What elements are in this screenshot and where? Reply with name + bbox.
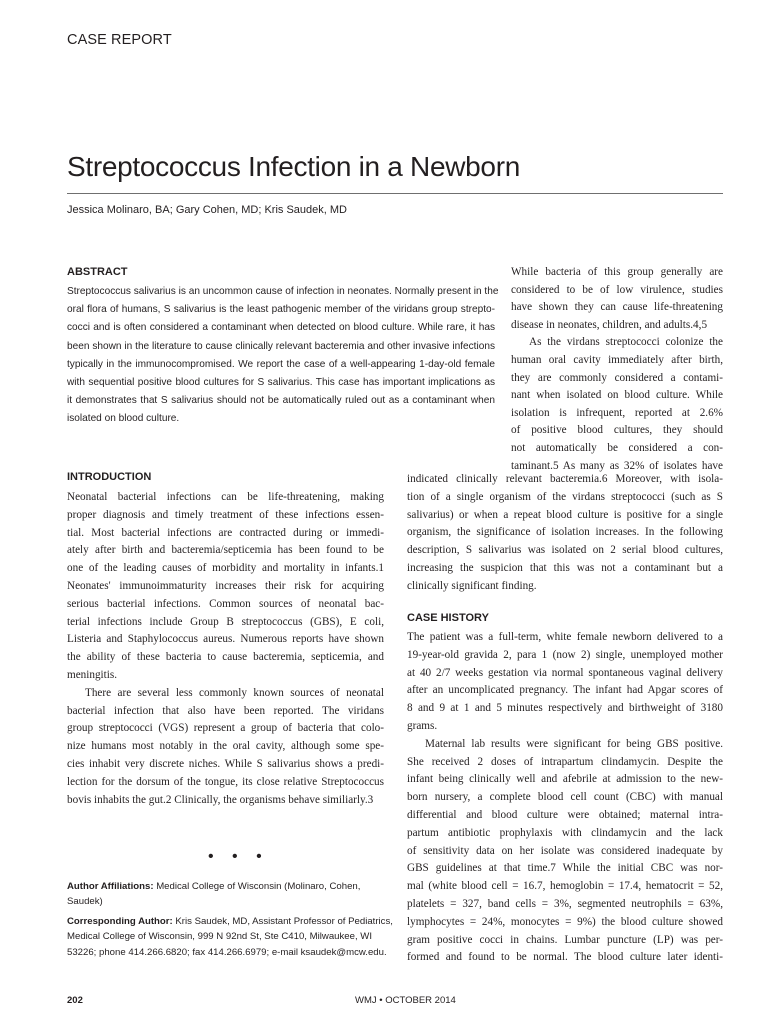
body-line: nant when isolated on blood culture. While <box>511 389 723 402</box>
corresponding-text: 53226; phone 414.266.6820; fax 414.266.6979; e-mail ksaudek@mcw.edu. <box>67 946 387 958</box>
body-line: Neonatal bacterial infections can be life-threatening, making <box>67 491 384 503</box>
body-line: proper diagnosis and timely treatment of these infections essen- <box>67 508 384 521</box>
body-line: There are several less commonly known sources of neonatal <box>85 686 384 699</box>
corresponding-label: Corresponding Author: <box>67 916 173 927</box>
body-line: tial. Most bacterial infections are contracted during or immedi- <box>67 526 384 539</box>
body-line: Maternal lab results were significant for being GBS positive. <box>425 737 723 750</box>
body-line: of sensitivity data on her isolate was considered inadequate by <box>407 844 723 857</box>
body-line: salivarius) or when a repeat blood culture is positive for a single <box>407 508 723 521</box>
affiliations-text: Saudek) <box>67 896 103 908</box>
body-line: taminant.5 As many as 32% of isolates have <box>511 459 723 472</box>
abstract-line: it demonstrates that S salivarius should not be automatically ruled out as a contaminant when <box>67 395 495 407</box>
right-column-narrow <box>511 264 723 475</box>
article-title: Streptococcus Infection in a Newborn <box>67 151 521 182</box>
affiliations-text: Medical College of Wisconsin (Molinaro, Cohen, <box>156 881 361 892</box>
body-line: GBS guidelines at that time.7 While the initial CBC was nor- <box>407 862 723 875</box>
body-line: partum antibiotic prophylaxis with clindamycin and the lack <box>407 826 723 839</box>
body-line: As the virdans streptococci colonize the <box>529 336 723 349</box>
abstract-line: Streptococcus salivarius is an uncommon cause of infection in neonates. Normally present in the <box>67 286 499 297</box>
section-separator: • • • <box>208 848 269 865</box>
body-line: differential and blood culture were obtained; maternal intra- <box>407 808 723 821</box>
abstract-line: typically in the immunocompromised. We report the case of a well-appearing 1-day-old female <box>67 358 495 370</box>
author-list: Jessica Molinaro, BA; Gary Cohen, MD; Kris Saudek, MD <box>67 204 347 216</box>
body-line: ately after birth and bacteremia/septicemia has been found to be <box>67 544 384 557</box>
body-line: increasing the suspicion that this was not a contaminant but a <box>407 561 723 574</box>
body-line: mal (white blood cell = 16.7, hemoglobin = 17.4, hematocrit = 52, <box>407 880 723 893</box>
body-line: after an uncomplicated pregnancy. The infant had Apgar scores of <box>407 684 723 697</box>
body-line: description, S salivarius was isolated on 2 serial blood cultures, <box>407 544 723 557</box>
body-line: terial infections include Group B streptococcus (GBS), E coli, <box>67 615 384 628</box>
body-line: 8 and 9 at 1 and 5 minutes respectively and birthweight of 3180 <box>407 702 723 715</box>
body-line: Listeria and Staphylococcus aureus. Numerous reports have shown <box>67 633 384 646</box>
body-line: tion of a single organism of the virdans streptococci (such as S <box>407 490 723 503</box>
section-label: CASE REPORT <box>67 32 172 48</box>
body-line: cies inhabit very discrete niches. While S salivarius shows a predi- <box>67 757 384 770</box>
body-line: the ability of these bacteria to cause bacteremia, septicemia, and <box>67 651 384 664</box>
body-line: born nursery, a complete blood cell count (CBC) with manual <box>407 791 723 804</box>
body-line: While bacteria of this group generally are <box>511 266 723 278</box>
page-number: 202 <box>67 995 83 1006</box>
body-line: human oral cavity immediately after birth, <box>511 353 723 366</box>
body-line: group streptococci (VGS) represent a group of bacteria that colo- <box>67 722 384 735</box>
body-line: Neonates' immunoimmaturity increases their risk for acquiring <box>67 579 384 592</box>
body-line: one of the leading causes of morbidity and mortality in infants.1 <box>67 562 384 575</box>
body-line: The patient was a full-term, white female newborn delivered to a <box>407 631 723 643</box>
case-history-body <box>407 629 723 967</box>
case-history-heading: CASE HISTORY <box>407 612 489 624</box>
body-line: organism, the significance of isolation increases. In the following <box>407 526 723 539</box>
corresponding-text: Medical College of Wisconsin, 999 N 92nd St, Ste C410, Milwaukee, WI <box>67 931 373 943</box>
body-line: 19-year-old gravida 2, para 1 (now 2) single, unemployed mother <box>407 648 723 661</box>
body-line: gram positive cocci in chains. Lumbar puncture (LP) was per- <box>407 933 723 946</box>
body-line: clinically significant finding. <box>407 579 537 592</box>
body-line: not automatically be considered a con- <box>511 441 723 454</box>
body-line: lymphocytes = 24%, monocytes = 9%) the blood culture showed <box>407 915 723 928</box>
abstract-heading: ABSTRACT <box>67 266 128 278</box>
body-line: serious bacterial infections. Common sources of neonatal bac- <box>67 597 384 610</box>
right-column-wide <box>407 471 723 596</box>
body-line: at 40 2/7 weeks gestation via normal spontaneous vaginal delivery <box>407 666 723 679</box>
body-line: of positive blood cultures, they should <box>511 424 723 437</box>
abstract-line: isolated on blood culture. <box>67 413 180 425</box>
affiliations-label: Author Affiliations: <box>67 881 154 892</box>
body-line: nize humans most notably in the oral cavity, although some spe- <box>67 740 384 753</box>
body-line: they are commonly considered a contami- <box>511 371 723 384</box>
body-line: platelets = 327, band cells = 3%, segmented neutrophils = 63%, <box>407 897 723 910</box>
body-line: considered to be of low virulence, studies <box>511 283 723 296</box>
abstract-body <box>67 283 499 429</box>
corresponding-author <box>67 914 393 960</box>
body-line: bovis inhabits the gut.2 Clinically, the organisms behave similiarly.3 <box>67 793 374 806</box>
introduction-heading: INTRODUCTION <box>67 471 152 483</box>
journal-issue: WMJ • OCTOBER 2014 <box>355 995 456 1006</box>
abstract-line: been shown in the literature to cause clinically relevant bacteremia and other invasive infections <box>67 340 495 352</box>
body-line: disease in neonates, children, and adults.4,5 <box>511 318 708 331</box>
body-line: meningitis. <box>67 668 118 681</box>
body-line: bacterial infection that also have been reported. The viridans <box>67 704 384 717</box>
body-line: isolation is infrequent, reported at 2.6% <box>511 406 723 419</box>
abstract-line: cocci and is often considered a contaminant when detected on blood culture. While rare, it has <box>67 322 495 334</box>
body-line: infant being clinically well and afebrile at admission to the new- <box>407 773 723 786</box>
introduction-body <box>67 489 384 809</box>
body-line: have shown they can cause life-threatening <box>511 301 723 314</box>
body-line: formed and found to be normal. The blood culture later identi- <box>407 951 723 964</box>
author-affiliations <box>67 879 384 910</box>
body-line: She received 2 doses of intrapartum clindamycin. Despite the <box>407 755 723 768</box>
abstract-line: oral flora of humans, S salivarius is the least pathogenic member of the viridans group strepto- <box>67 304 495 316</box>
corresponding-text: Kris Saudek, MD, Assistant Professor of Pediatrics, <box>175 916 393 927</box>
abstract-line: with sequential positive blood cultures for S salivarius. This case has important implications as <box>67 377 495 389</box>
title-divider <box>67 193 723 194</box>
body-line: indicated clinically relevant bacteremia.6 Moreover, with isola- <box>407 473 723 485</box>
body-line: lection for the dorsum of the tongue, its close relative Streptococcus <box>67 775 384 788</box>
body-line: grams. <box>407 719 438 732</box>
